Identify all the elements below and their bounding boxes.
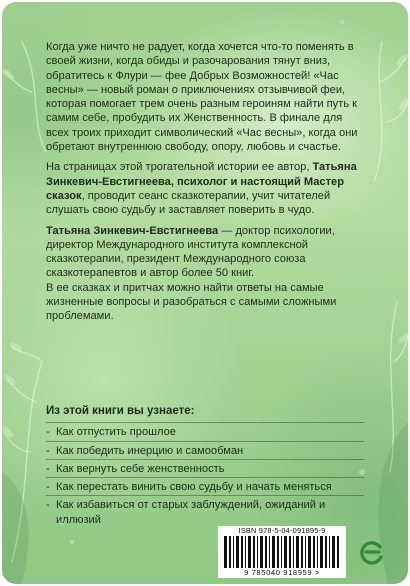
author-works-paragraph: В ее сказках и притчах можно найти ответы на самые жизненные вопросы и разобраться с самыми сложными проблемами. [46,281,337,323]
author-name: Татьяна Зинкевич-Евстигнеева [46,224,219,237]
list-item: - Как победить инерцию и самообман [46,441,364,459]
eksmo-e-icon [358,538,386,566]
author-intro-paragraph: На страницах этой трогательной истории ее автор, Татьяна Зинкевич-Евстигнеева, психолог и настоящий Мастер сказок, проводит сеанс сказкотерапии, учит читателей слушать свою судьбу и заставляет поверить в чудо. [46,161,357,217]
author-name-bold: Татьяна Зинкевич-Евстигнеева, психолог и настоящий Мастер сказок [46,161,357,202]
list-item: - Как перестать винить свою судьбу и начать меняться [46,477,364,495]
list-item: - Как отпустить прошлое [46,422,364,440]
author-bio-paragraph: Татьяна Зинкевич-Евстигнеева — доктор психологии, директор Международного института комплексной сказкотерапии, президент Международного союза сказкотерапевтов и автор более 50 книг. [46,224,335,280]
learn-title: Из этой книги вы узнаете: [46,405,195,417]
intro-paragraph: Когда уже ничто не радует, когда хочется что-то поменять в своей жизни, когда обиды и разочарования тянут вниз, обратитесь к Флури — фее Добрых Возможностей! «Час весны» — новый роман о приключениях отзывчивой феи, которая помогает трем очень разным героиням найти путь к самим себе, пробудить их Женственность. В финале для всех троих приходит символический «Час весны», когда они обретают внутреннюю свободу, опору, любовь и счастье. [46,41,358,154]
barcode-digits: 9 785040 918959 > [244,568,320,577]
barcode [218,526,346,578]
list-item: - Как избавиться от старых заблуждений, ожиданий и иллюзий [46,495,364,528]
barcode-bars [224,536,340,568]
list-item: - Как вернуть себе женственность [46,459,364,477]
learn-section [46,404,364,528]
book-back-cover [2,2,408,584]
description-text [46,40,364,330]
isbn-text: ISBN 978-5-04-091895-9 [238,526,326,535]
